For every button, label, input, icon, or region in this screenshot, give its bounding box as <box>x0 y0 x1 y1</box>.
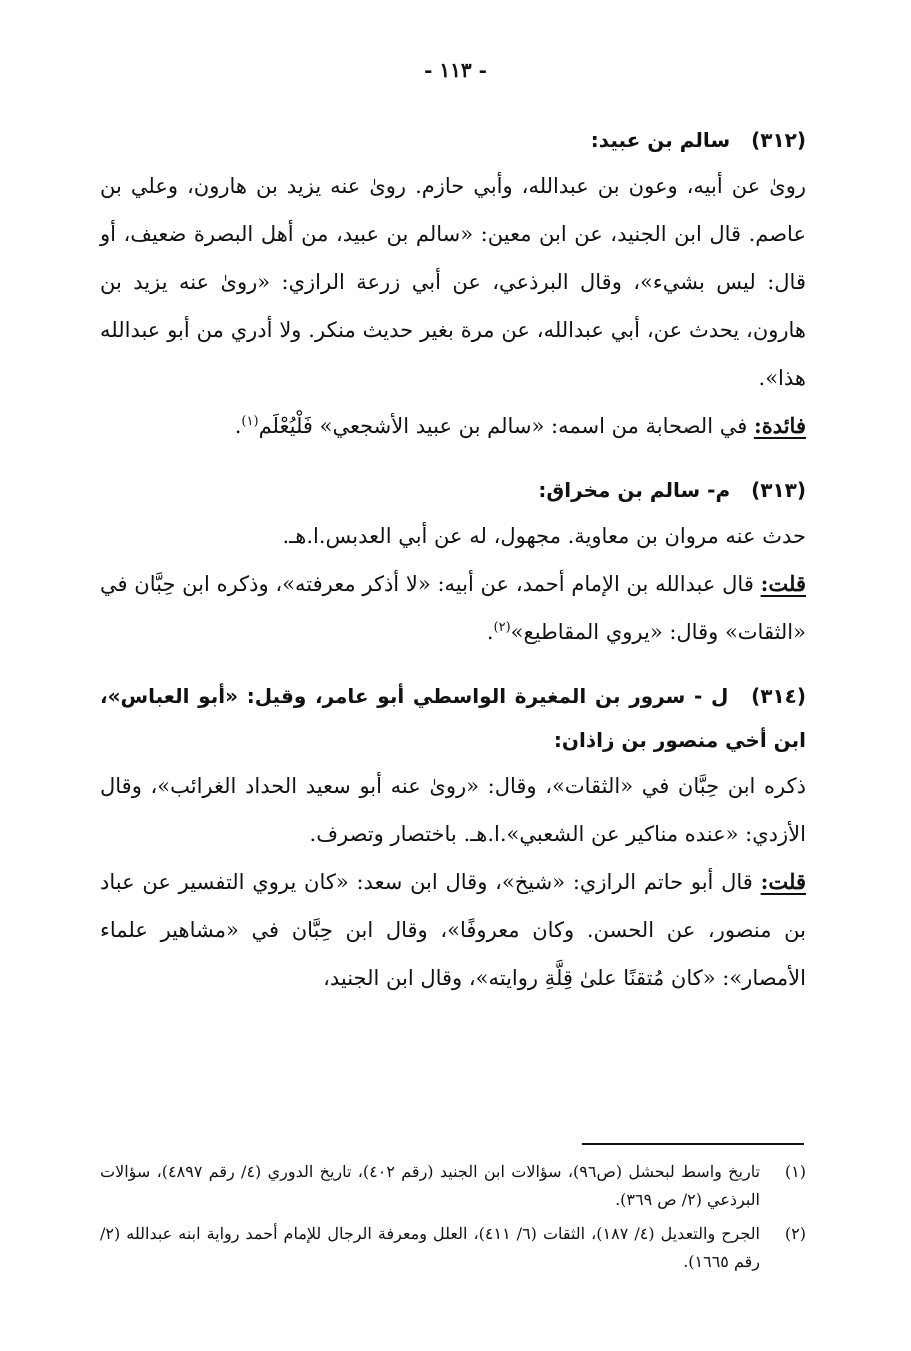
footnote-number: (٢) <box>784 1224 806 1243</box>
entry-number: (٣١٤) <box>751 684 806 708</box>
entry-heading <box>100 118 806 162</box>
comment-label: قلت: <box>760 869 806 894</box>
sentence-end: . <box>486 620 494 644</box>
entry-314 <box>100 674 806 1002</box>
entry-heading <box>100 674 806 762</box>
entry-name: م- سالم بن مخراق: <box>538 478 731 502</box>
comment-paragraph <box>100 858 806 1002</box>
footnote-2 <box>100 1220 806 1276</box>
entry-number: (٣١٢) <box>751 128 806 152</box>
benefit-text: في الصحابة من اسمه: «سالم بن عبيد الأشجعي» فَلْيُعْلَم <box>258 414 754 438</box>
footnote-text: تاريخ واسط لبحشل (ص٩٦)، سؤالات ابن الجنيد (رقم ٤٠٢)، تاريخ الدوري (٤/ رقم ٤٨٩٧)، سؤالات البرذعي (٢/ ص ٣٦٩). <box>100 1162 761 1209</box>
entry-paragraph: حدث عنه مروان بن معاوية. مجهول، له عن أبي العدبس.ا.هـ. <box>282 524 806 548</box>
footnote-1 <box>100 1158 806 1214</box>
entry-313 <box>100 468 806 656</box>
comment-text: قال عبدالله بن الإمام أحمد، عن أبيه: «لا أذكر معرفته»، وذكره ابن حِبَّان في «الثقات» وقال: «يروي المقاطيع» <box>100 572 806 644</box>
footnote-marker: (١) <box>241 414 259 429</box>
page-body <box>100 118 806 1020</box>
comment-label: قلت: <box>760 571 806 596</box>
entry-312 <box>100 118 806 450</box>
entry-paragraph: ذكره ابن حِبَّان في «الثقات»، وقال: «روىٰ عنه أبو سعيد الحداد الغرائب»، وقال الأزدي: «عنده مناكير عن الشعبي».ا.هـ. باختصار وتصرف. <box>100 774 806 846</box>
comment-paragraph <box>100 560 806 656</box>
sentence-end: . <box>234 414 242 438</box>
entry-paragraph: روىٰ عن أبيه، وعون بن عبدالله، وأبي حازم. روىٰ عنه يزيد بن هارون، وعلي بن عاصم. قال ابن الجنيد، عن ابن معين: «سالم بن عبيد، من أهل البصرة ضعيف، أو قال: ليس بشيء»، وقال البرذعي، عن أبي زرعة الرازي: «روىٰ عنه يزيد بن هارون، يحدث عن، أبي عبدالله، عن مرة بغير حديث منكر. ولا أدري من أبو عبدالله هذا». <box>100 174 806 390</box>
footnote-divider <box>582 1143 804 1145</box>
comment-text: قال أبو حاتم الرازي: «شيخ»، وقال ابن سعد: «كان يروي التفسير عن عباد بن منصور، عن الحسن. وكان معروفًا»، وقال ابن حِبَّان في «مشاهير علماء الأمصار»: «كان مُتقنًا علىٰ قِلَّةِ روايته»، وقال ابن الجنيد، <box>100 870 806 990</box>
footnote-text: الجرح والتعديل (٤/ ١٨٧)، الثقات (٦/ ٤١١)، العلل ومعرفة الرجال للإمام أحمد رواية ابنه عبدالله (٢/ رقم ١٦٦٥). <box>100 1224 760 1271</box>
entry-name: سالم بن عبيد: <box>590 128 731 152</box>
page-number: - ١١٣ - <box>424 58 487 82</box>
benefit-label: فائدة: <box>753 413 806 438</box>
footnote-number: (١) <box>784 1162 806 1181</box>
entry-heading <box>100 468 806 512</box>
entry-name: ل - سرور بن المغيرة الواسطي أبو عامر، وقيل: «أبو العباس»، ابن أخي منصور بن زاذان: <box>100 684 806 752</box>
footnote-marker: (٢) <box>493 620 511 635</box>
footnotes <box>100 1158 806 1282</box>
entry-number: (٣١٣) <box>751 478 806 502</box>
benefit-paragraph <box>100 402 806 450</box>
